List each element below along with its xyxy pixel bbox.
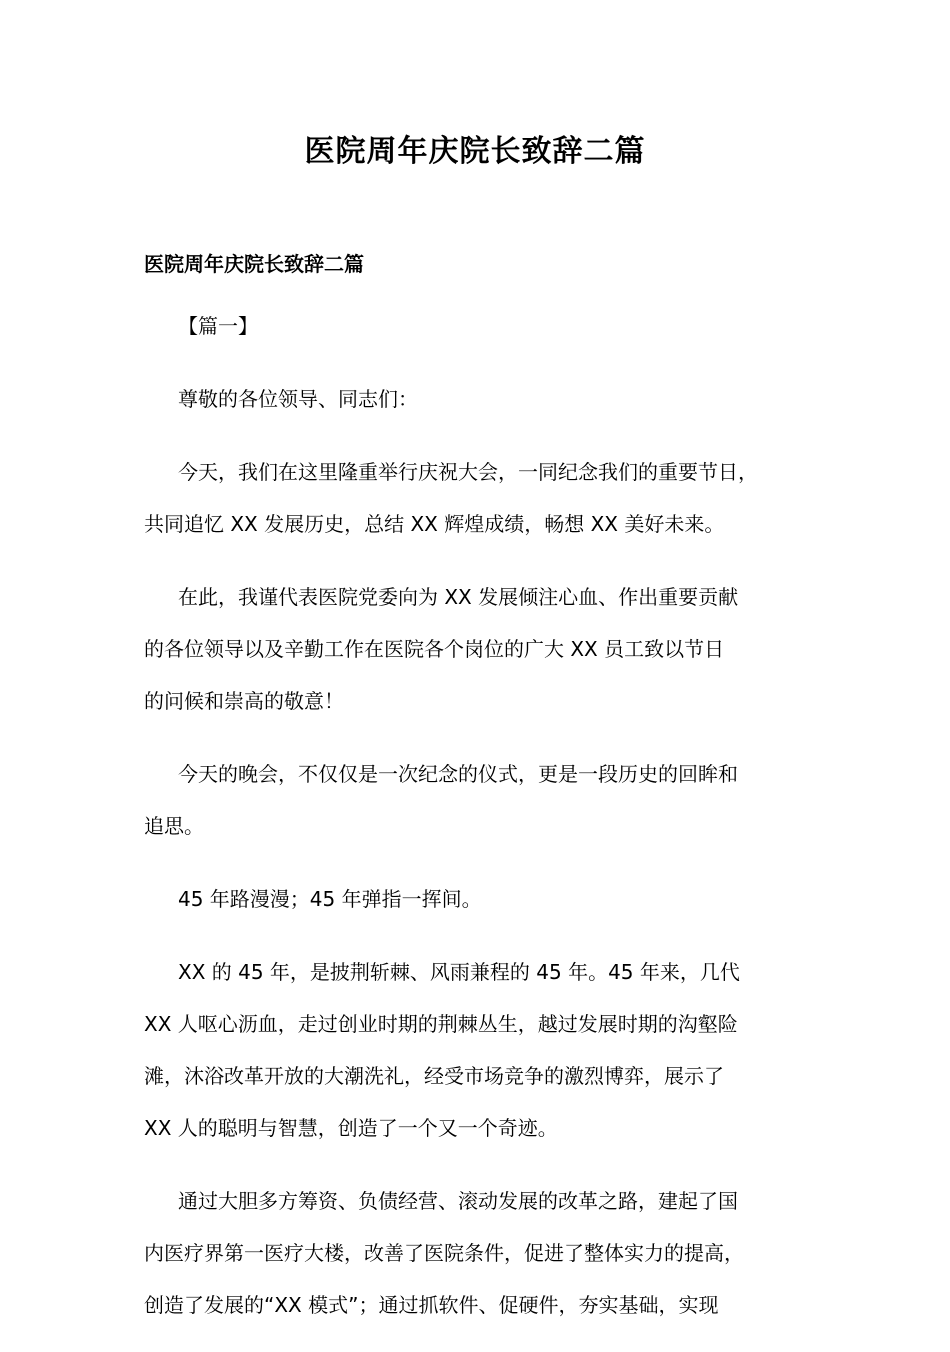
paragraph — [144, 373, 814, 425]
paragraph-line: 的问候和崇高的敬意！ — [144, 689, 344, 713]
paragraph — [144, 571, 814, 727]
document-body — [144, 300, 814, 1352]
paragraph-line: 通过大胆多方筹资、负债经营、滚动发展的改革之路，建起了国 — [178, 1189, 738, 1213]
paragraph-line: 内医疗界第一医疗大楼，改善了医院条件，促进了整体实力的提高， — [144, 1241, 744, 1265]
paragraph-line: 滩，沐浴改革开放的大潮洗礼，经受市场竞争的激烈博弈，展示了 — [144, 1064, 724, 1088]
paragraph — [144, 873, 814, 925]
paragraph — [144, 748, 814, 852]
paragraph-line: 尊敬的各位领导、同志们： — [178, 387, 418, 411]
paragraph-line: XX 人呕心沥血，走过创业时期的荆棘丛生，越过发展时期的沟壑险 — [144, 1012, 738, 1036]
paragraph-line: 今天的晚会，不仅仅是一次纪念的仪式，更是一段历史的回眸和 — [178, 762, 738, 786]
paragraph-line: XX 的 45 年，是披荆斩棘、风雨兼程的 45 年。45 年来，几代 — [178, 960, 740, 984]
paragraph — [144, 946, 814, 1154]
paragraph — [144, 1175, 814, 1331]
paragraph-line: 在此，我谨代表医院党委向为 XX 发展倾注心血、作出重要贡献 — [178, 585, 739, 609]
paragraph-line: 今天，我们在这里隆重举行庆祝大会，一同纪念我们的重要节日， — [178, 460, 758, 484]
paragraph-line: 【篇一】 — [178, 314, 258, 338]
document-title: 医院周年庆院长致辞二篇 — [304, 134, 646, 169]
paragraph-line: 追思。 — [144, 814, 204, 838]
paragraph-line: 的各位领导以及辛勤工作在医院各个岗位的广大 XX 员工致以节日 — [144, 637, 725, 661]
paragraph-line: XX 人的聪明与智慧，创造了一个又一个奇迹。 — [144, 1116, 558, 1140]
paragraph-line: 45 年路漫漫；45 年弹指一挥间。 — [178, 887, 482, 911]
paragraph-line: 共同追忆 XX 发展历史，总结 XX 辉煌成绩，畅想 XX 美好未来。 — [144, 512, 725, 536]
paragraph — [144, 446, 814, 550]
document-subtitle: 医院周年庆院长致辞二篇 — [144, 252, 364, 276]
paragraph — [144, 300, 814, 352]
paragraph-line: 创造了发展的“XX 模式”；通过抓软件、促硬件，夯实基础，实现 — [144, 1293, 719, 1317]
